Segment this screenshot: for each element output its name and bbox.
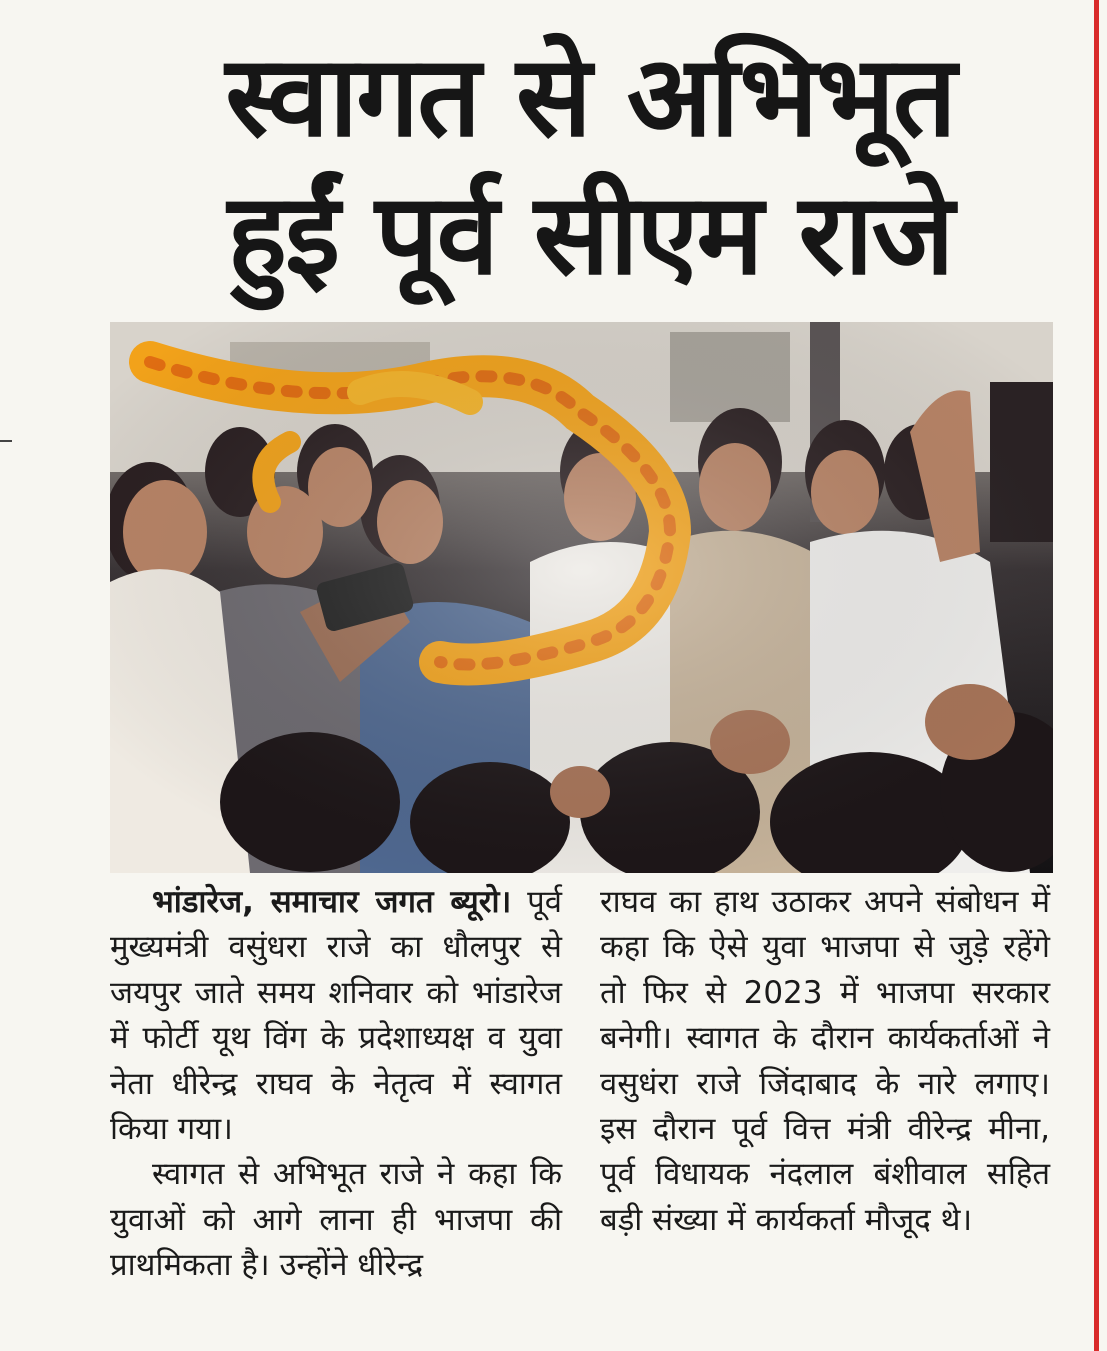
headline-line-2: हुईं पूर्व सीएम राजे [227, 170, 953, 300]
margin-tick [0, 440, 12, 442]
page-edge-rule [1094, 0, 1099, 1351]
paragraph-2: स्वागत से अभिभूत राजे ने कहा कि युवाओं को आगे लाना ही भाजपा की प्राथमिकता है। उन्होंने धीरेन्द्र [110, 1156, 562, 1284]
paragraph-1-text: पूर्व मुख्यमंत्री वसुंधरा राजे का धौलपुर से जयपुर जाते समय शनिवार को भांडारेज में फोर्टी यूथ विंग के प्रदेशाध्यक्ष व युवा नेता धीरेन्द्र राघव के नेतृत्व में स्वागत किया गया। [110, 884, 562, 1148]
dateline: भांडारेज, समाचार जगत ब्यूरो। [152, 884, 512, 920]
headline [110, 28, 1070, 304]
paragraph-1 [110, 880, 562, 1152]
headline-line-1: स्वागत से अभिभूत [225, 32, 955, 162]
paragraph-3: राघव का हाथ उठाकर अपने संबोधन में कहा कि ऐसे युवा भाजपा से जुड़े रहेंगे तो फिर से 2023 में भाजपा सरकार बनेगी। स्वागत के दौरान कार्यकर्ताओं ने वसुधंरा राजे जिंदाबाद के नारे लगाए। इस दौरान पूर्व वित्त मंत्री वीरेन्द्र मीना, पूर्व विधायक नंदलाल बंशीवाल सहित बड़ी संख्या में कार्यकर्ता मौजूद थे। [600, 884, 1050, 1238]
photo-illustration [110, 322, 1053, 873]
article-column-right [600, 880, 1050, 1243]
article-column-left [110, 880, 562, 1289]
news-photo [110, 322, 1053, 873]
